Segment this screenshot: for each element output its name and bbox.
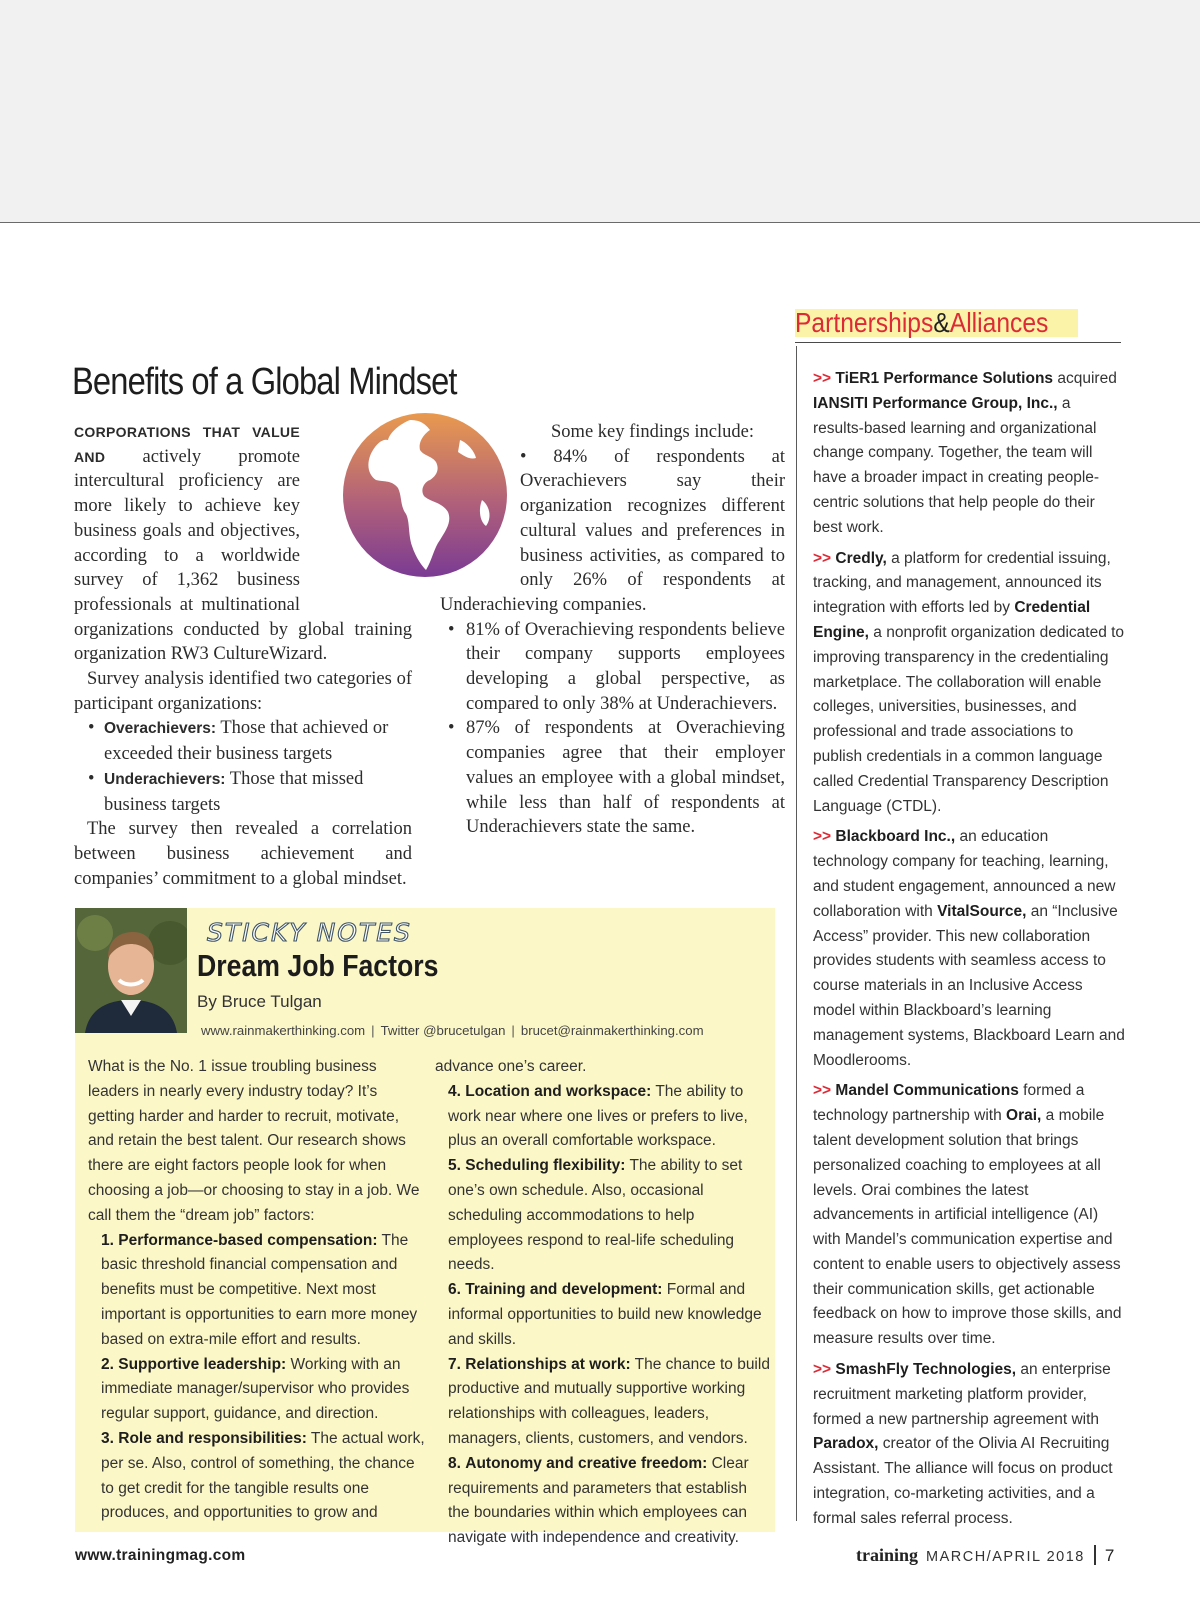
title-ampersand: & [933, 307, 950, 338]
partnerships-header [795, 306, 1121, 343]
chevron-marker-icon: >> [813, 1361, 832, 1379]
top-blank-band [0, 0, 1200, 223]
email-link[interactable]: brucet@rainmakerthinking.com [520, 1023, 704, 1038]
factor-text: The ability to work near where one lives or prefers to live, plus an overall comfortable workspace. [448, 1082, 748, 1150]
news-item [813, 547, 1125, 820]
org-name: Credly, [835, 549, 887, 567]
news-item [813, 1358, 1125, 1532]
chevron-marker-icon: >> [813, 370, 832, 387]
factor-term: Supportive leadership: [118, 1355, 287, 1373]
category-list [74, 716, 412, 817]
factor-number: 3. [101, 1429, 114, 1447]
factor-item [88, 1353, 428, 1427]
article-title: Benefits of a Global Mindset [72, 361, 457, 403]
org-name: IANSITI Performance Group, Inc., [813, 394, 1058, 412]
news-text: a results-based learning and organizational change company. Together, the team will have a broader impact in creating people-centric solutions that help people do their best work. [813, 394, 1100, 536]
separator: | [511, 1023, 515, 1038]
news-text: acquired [1053, 370, 1117, 387]
factor-term: Relationships at work: [465, 1355, 631, 1373]
news-item [813, 367, 1125, 541]
footer-website-link[interactable]: www.trainingmag.com [75, 1547, 246, 1564]
twitter-link[interactable]: Twitter @brucetulgan [380, 1023, 506, 1038]
finding-item: • 84% of respondents at Overachievers say their organization recognizes different cultural values and preferences in business activities, as compared to only 26% of respondents at Underachieving companies. [440, 446, 786, 615]
article-paragraph-2: Survey analysis identified two categories of participant organizations: [74, 669, 412, 714]
factor-number: 2. [101, 1355, 114, 1373]
factor-continuation: advance one’s career. [435, 1058, 587, 1075]
globe-wrap-space [300, 420, 412, 610]
finding-text: 84% of respondents at Overachievers say their organization recognizes different cultural values and preferences in business activities, as compared to only 26% of respondents at Underachieving companies. [440, 446, 786, 615]
article-column-2 [440, 420, 785, 840]
footer-folio [856, 1545, 1114, 1566]
news-text: creator of the Olivia AI Recruiting Assistant. The alliance will focus on product integration, co-marketing activities, and a formal sales referral process. [813, 1435, 1113, 1527]
category-term: Underachievers: [104, 770, 226, 788]
org-name: Paradox, [813, 1435, 879, 1453]
factor-text: The basic threshold financial compensation and benefits must be competitive. Next most important is opportunities to earn more money based on extra-mile effort and results. [101, 1231, 418, 1348]
org-name: Credential Engine, [813, 599, 1091, 641]
factor-text: Clear requirements and parameters that establish the boundaries within which employees can navigate with independence and creativity. [448, 1454, 749, 1547]
sticky-notes-box [75, 908, 775, 1547]
website-link[interactable]: www.rainmakerthinking.com [201, 1023, 366, 1038]
finding-item: • 81% of Overachieving respondents believe their company supports employees developing a global perspective, as compared to only 38% at Underachievers. [440, 618, 785, 717]
factor-term: Training and development: [465, 1281, 663, 1299]
factor-item [88, 1427, 428, 1526]
org-name: Orai, [1006, 1107, 1042, 1125]
partnerships-list [813, 367, 1125, 1538]
factor-number: 7. [448, 1355, 461, 1373]
news-text: a platform for credential issuing, tracking, and management, announced its integration with efforts led by [813, 549, 1111, 617]
factor-item [435, 1154, 770, 1278]
factor-item [435, 1278, 770, 1352]
sticky-column-1 [88, 1055, 428, 1526]
sticky-contact-line [201, 1023, 704, 1038]
sticky-title: Dream Job Factors [197, 948, 439, 983]
factor-term: Role and responsibilities: [118, 1429, 307, 1447]
sticky-column-2 [435, 1055, 770, 1551]
sticky-byline: By Bruce Tulgan [197, 992, 322, 1011]
sticky-intro: What is the No. 1 issue troubling business leaders in nearly every industry today? It’s getting harder and harder to recruit, motivate, and retain the best talent. Our research shows there are eight factors people look for when choosing a job—or choosing to stay in a job. We call them the “dream job” factors: [88, 1058, 420, 1224]
news-item [813, 1079, 1125, 1352]
author-photo [75, 908, 187, 1033]
factor-term: Location and workspace: [465, 1082, 652, 1100]
factor-term: Performance-based compensation: [118, 1231, 378, 1249]
findings-list [440, 445, 785, 840]
factor-item [435, 1452, 770, 1551]
org-name: TiER1 Performance Solutions [835, 370, 1054, 387]
chevron-marker-icon: >> [813, 1082, 832, 1100]
footer-brand: training [856, 1545, 919, 1565]
chevron-marker-icon: >> [813, 828, 832, 846]
news-text: a nonprofit organization dedicated to improving transparency in the credentialing marketplace. The collaboration will enable colleges, universities, businesses, and professional and trade associations to publish credentials in a common language called Credential Transparency Description Language (CTDL). [813, 623, 1125, 815]
category-term: Overachievers: [104, 720, 217, 738]
page-number: 7 [1104, 1546, 1115, 1565]
title-part-1: Partnerships [795, 307, 934, 338]
sticky-kicker: STICKY NOTES [207, 918, 412, 947]
news-text: a mobile talent development solution that brings personalized coaching to employees at all levels. Orai combines the latest advancements in artificial intelligence (AI) with Mandel’s communication expertise and content to enable users to objectively assess their communication skills, get actionable feedback on how to improve those skills, and measure results over time. [813, 1107, 1122, 1348]
news-text: formed a technology partnership with [813, 1082, 1085, 1125]
category-text: Those that achieved or exceeded their business targets [104, 718, 389, 765]
findings-intro: Some key findings include: [551, 422, 754, 442]
sidebar-divider [796, 346, 797, 1521]
factor-item [88, 1229, 428, 1353]
org-name: Blackboard Inc., [835, 828, 956, 846]
author-portrait-icon [75, 908, 187, 1033]
org-name: Mandel Communications [835, 1082, 1019, 1100]
category-item [74, 767, 412, 817]
factor-text: The chance to build productive and mutually supportive working relationships with colleagues, leaders, managers, clients, customers, and vendors. [448, 1355, 770, 1447]
factor-term: Scheduling flexibility: [465, 1157, 626, 1175]
article-column-1 [74, 420, 412, 891]
footer-issue: MARCH/APRIL 2018 [926, 1549, 1085, 1565]
factor-item [435, 1353, 770, 1452]
factor-term: Autonomy and creative freedom: [465, 1454, 708, 1472]
factor-number: 8. [448, 1454, 461, 1472]
news-item [813, 825, 1125, 1073]
factor-number: 4. [448, 1082, 461, 1100]
chevron-marker-icon: >> [813, 549, 832, 567]
news-text: an enterprise recruitment marketing platform provider, formed a new partnership agreement with [813, 1361, 1111, 1428]
article-paragraph-3: The survey then revealed a correlation between business achievement and companies’ commitment to a global mindset. [74, 819, 412, 889]
footer-divider [1094, 1545, 1096, 1565]
org-name: VitalSource, [937, 902, 1027, 920]
partnerships-title [795, 307, 1048, 339]
factor-text: The ability to set one’s own schedule. Also, occasional scheduling accommodations to help employees respond to real-life scheduling needs. [448, 1157, 743, 1274]
article-lead-caps: CORPORATIONS THAT VALUE AND [74, 424, 300, 465]
article-lead-text: actively promote intercultural proficiency are more likely to achieve key business goals and objectives, according to a worldwide survey of 1,362 business professionals at multinational organizations conducted by global training organization RW3 CultureWizard. [74, 446, 412, 665]
category-item [74, 716, 412, 766]
factor-text: The actual work, per se. Also, control of something, the chance to get credit for the tangible results one produces, and opportunities to grow and [101, 1429, 425, 1522]
separator: | [371, 1023, 375, 1038]
news-text: an education technology company for teaching, learning, and student engagement, announced a new collaboration with [813, 828, 1116, 920]
factor-number: 6. [448, 1281, 461, 1299]
factor-number: 5. [448, 1157, 461, 1175]
factor-text: Working with an immediate manager/supervisor who provides regular support, guidance, and direction. [101, 1355, 410, 1423]
factor-item [435, 1080, 770, 1154]
finding-item: • 87% of respondents at Overachieving companies agree that their employer values an employee with a global mindset, while less than half of respondents at Underachievers state the same. [440, 716, 785, 840]
news-text: an “Inclusive Access” provider. This new collaboration provides students with seamless access to course materials in an Inclusive Access model within Blackboard’s learning management systems, Blackboard Learn and Moodlerooms. [813, 902, 1125, 1069]
title-part-2: Alliances [949, 307, 1049, 338]
category-text: Those that missed business targets [104, 768, 364, 815]
factor-number: 1. [101, 1231, 114, 1249]
factor-text: Formal and informal opportunities to build new knowledge and skills. [448, 1281, 762, 1348]
org-name: SmashFly Technologies, [835, 1361, 1017, 1379]
